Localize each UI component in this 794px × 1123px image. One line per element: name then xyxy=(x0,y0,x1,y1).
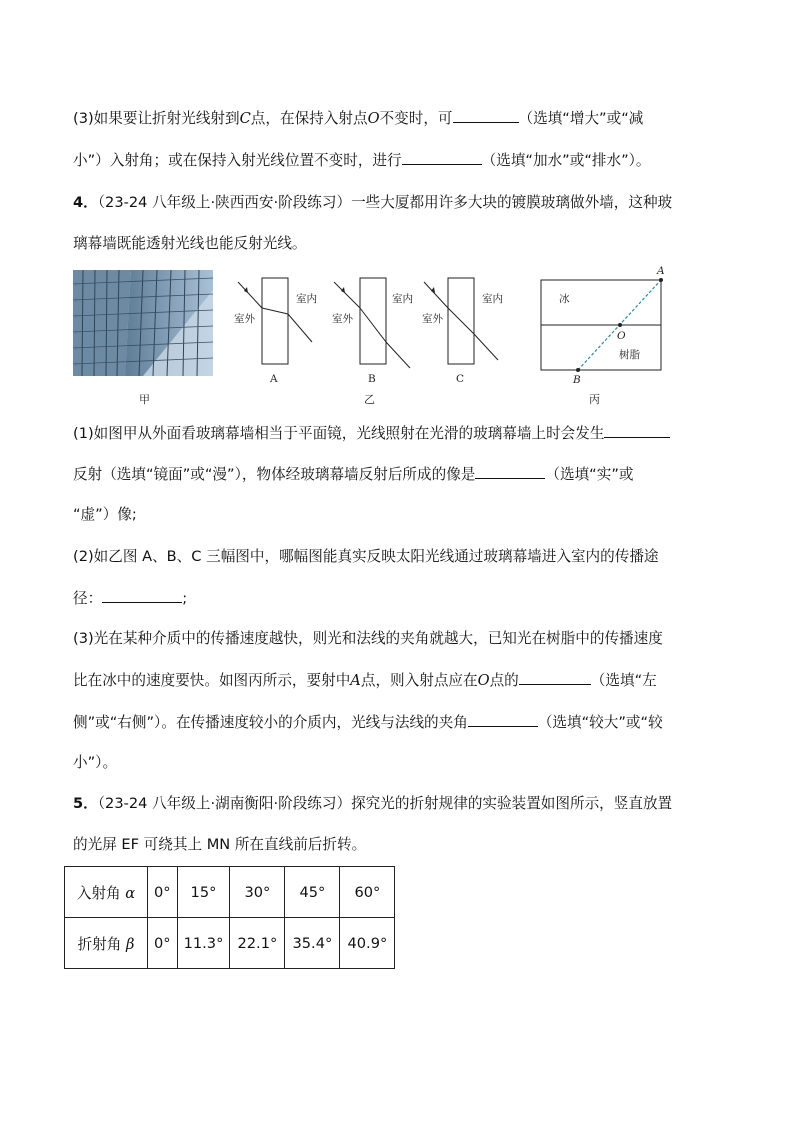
q4-part3-line1: (3)光在某种介质中的传播速度越快，则光和法线的夹角就越大，已知光在树脂中的传播速度 xyxy=(73,630,663,647)
table-row xyxy=(65,867,395,918)
q5-header-cont: 的光屏 EF 可绕其上 MN 所在直线前后折转。 xyxy=(73,836,367,853)
q5-header: 5．（23-24 八年级上·湖南衡阳·阶段练习）探究光的折射规律的实验装置如图所示，竖直放置 xyxy=(73,795,673,812)
q4-part3-line3: 侧”或“右侧”）。在传播速度较小的介质内，光线与法线的夹角 （选填“较大”或“较 xyxy=(73,714,663,731)
table-row-label: 入射角 α xyxy=(65,867,148,918)
label-outdoor: 室外 xyxy=(332,313,353,325)
fig-jia-caption: 甲 xyxy=(139,393,150,406)
label-ice: 冰 xyxy=(559,293,570,305)
ice-resin-diagram xyxy=(535,264,675,388)
table-cell: 11.3° xyxy=(177,918,230,969)
q4-part1-line2: 反射（选填“镜面”或“漫”），物体经玻璃幕墙反射后所成的像是 （选填“实”或 xyxy=(73,466,634,483)
answer-blank[interactable] xyxy=(402,150,482,165)
label-point-o: O xyxy=(617,330,626,342)
label-indoor: 室内 xyxy=(482,293,503,305)
label-a: A xyxy=(270,373,278,385)
q3-part3-line1: (3)如果要让折射光线射到C点，在保持入射点O不变时，可 （选填“增大”或“减 xyxy=(73,110,644,127)
answer-blank[interactable] xyxy=(102,588,182,603)
table-cell: 15° xyxy=(177,867,230,918)
label-c: C xyxy=(456,373,465,385)
q4-part2-line2: 径： ; xyxy=(73,590,188,607)
refraction-angle-table xyxy=(64,866,395,969)
answer-blank[interactable] xyxy=(453,108,519,123)
table-row xyxy=(65,918,395,969)
fig-yi-caption: 乙 xyxy=(364,393,375,406)
label-point-b: B xyxy=(573,374,581,386)
building-glass-photo xyxy=(73,270,213,376)
table-cell: 30° xyxy=(230,867,285,918)
label-outdoor: 室外 xyxy=(422,313,443,325)
table-row-label: 折射角 β xyxy=(65,918,148,969)
table-cell: 0° xyxy=(148,867,178,918)
q4-part1-line1: (1)如图甲从外面看玻璃幕墙相当于平面镜，光线照射在光滑的玻璃幕墙上时会发生 xyxy=(73,423,670,444)
table-cell: 40.9° xyxy=(340,918,395,969)
q4-part3-line4: 小”）。 xyxy=(73,754,118,771)
label-indoor: 室内 xyxy=(296,293,317,305)
label-resin: 树脂 xyxy=(619,349,640,361)
fig-bing-caption: 丙 xyxy=(589,393,600,406)
q4-header-cont: 璃幕墙既能透射光线也能反射光线。 xyxy=(73,235,307,252)
label-point-a: A xyxy=(657,265,665,277)
q4-part1-line3: “虚”）像; xyxy=(73,506,137,523)
table-cell: 45° xyxy=(285,867,340,918)
answer-blank[interactable] xyxy=(468,712,538,727)
table-cell: 35.4° xyxy=(285,918,340,969)
q4-part2-line1: (2)如乙图 A、B、C 三幅图中，哪幅图能真实反映太阳光线通过玻璃幕墙进入室内的传播途 xyxy=(73,548,659,565)
refraction-diagrams-abc xyxy=(230,272,520,387)
table-cell: 60° xyxy=(340,867,395,918)
q3-part3-line2: 小”）入射角；或在保持入射光线位置不变时，进行 （选填“加水”或“排水”）。 xyxy=(73,152,651,169)
label-b: B xyxy=(368,373,376,385)
label-indoor: 室内 xyxy=(392,293,413,305)
q4-header: 4．（23-24 八年级上·陕西西安·阶段练习）一些大厦都用许多大块的镀膜玻璃做外墙，这种玻 xyxy=(73,194,673,211)
label-outdoor: 室外 xyxy=(234,313,255,325)
answer-blank[interactable] xyxy=(519,670,591,685)
answer-blank[interactable] xyxy=(604,423,670,438)
table-cell: 0° xyxy=(148,918,178,969)
q4-part3-line2: 比在冰中的速度要快。如图丙所示，要射中A点，则入射点应在O点的 （选填“左 xyxy=(73,672,657,689)
table-cell: 22.1° xyxy=(230,918,285,969)
answer-blank[interactable] xyxy=(475,464,545,479)
